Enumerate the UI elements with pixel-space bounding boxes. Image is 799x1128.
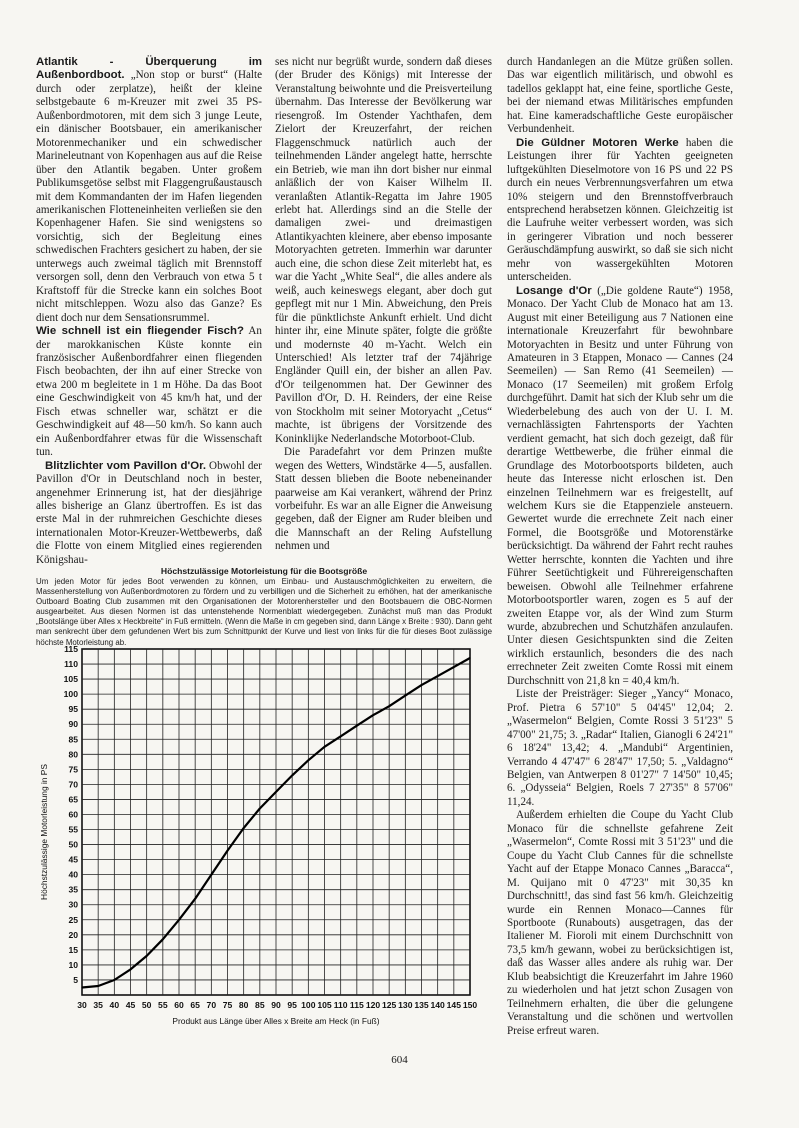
x-tick-label: 145 xyxy=(446,1000,462,1010)
page-number: 604 xyxy=(391,1054,408,1066)
y-tick-label: 15 xyxy=(68,944,78,955)
data-point xyxy=(259,808,260,809)
article-pavillon xyxy=(36,460,262,568)
y-tick-label: 25 xyxy=(68,914,78,925)
x-tick-label: 45 xyxy=(125,1000,136,1010)
heading-pavillon: Blitzlichter vom Pavillon d'Or. xyxy=(45,459,207,472)
data-point xyxy=(195,898,196,899)
data-point xyxy=(162,939,163,940)
text-gueldner: haben die Leistungen ihrer für Yachten geeigneten luftgekühlten Dieselmotore von 16 PS und 22 PS durch ein neues Verbrennungsverfahren um etwa 10% steigern und den Brennstoffverbrauch entsprechend herabsetzen können. Gleichzeitig ist die Laufruhe weiter verbessert worden, was sich in geringerer Vibration und noch besserer Geräuschdämpfung auswirkt, so daß sie sich nicht mehr von wassergekühlten Motoren unterscheiden. xyxy=(507,136,733,284)
figure-title: Höchstzulässige Motorleistung für die Bootsgröße xyxy=(160,566,368,576)
data-point xyxy=(308,760,309,761)
data-point xyxy=(98,985,99,986)
y-tick-label: 95 xyxy=(68,704,78,715)
data-point xyxy=(453,666,454,667)
x-tick-label: 55 xyxy=(158,1000,168,1010)
x-axis-label: Produkt aus Länge über Alles x Breite am Heck (in Fuß) xyxy=(172,1016,380,1026)
x-tick-label: 30 xyxy=(77,1000,87,1010)
y-tick-label: 90 xyxy=(68,719,78,730)
x-tick-label: 110 xyxy=(333,1000,348,1010)
y-tick-label: 105 xyxy=(63,674,78,685)
x-tick-label: 130 xyxy=(398,1000,413,1010)
y-tick-label: 85 xyxy=(68,734,78,745)
text-losange: („Die goldene Raute“) 1958, Monaco. Der Yacht Club de Monaco hat am 13. August mit einer Beteiligung aus 7 Nationen eine internationale Kreuzerfahrt für bewohnbare Motoryachten in Besitz und unter Führung von Amateuren in 3 Etappen, Monaco — Cannes (24 Seemeilen) — San Remo (41 Seemeilen) — Monaco (17 Seemeilen) mit großem Erfolg durchgeführt. Damit hat sich der Klub sehr um die Wiederbelebung des auch von der U. I. M. vernachlässigten Fahrtensports der Yachten verdient gemacht, hat sich doch gezeigt, daß für derartige Wettbewerbe, die früher einmal die Grundlage des Motorbootsports bildeten, auch heute das Interesse nicht erloschen ist. Den einzelnen Teilnehmern war es freigestellt, auf welchem Kurs sie die Etappenziele ansteuern. Gewertet wurde die errechnete Zeit nach einer Formel, die Bootsgröße und Motorenstärke berücksichtigt. Da während der Fahrt recht rauhes Wetter herrschte, konnten die Yachten und ihre Führer Seetüchtigkeit und Führereigenschaften beweisen. Obwohl alle Teilnehmer erfahrene Motorbootsportler waren, zogen es 5 auf der zweiten Etappe vor, als der Wind zum Sturm wurde, abzubrechen und Schutzhäfen anzulaufen. Unter diesen Gesichtspunkten sind die Zeiten wirklich erstaunlich, besonders die des nach errechneter Zeit zweiten Comte Rossi mit einem Durchschnitt von 21,8 kn = 40,4 km/h. xyxy=(507,284,733,687)
y-axis-label: Höchstzulässige Motorleistung in PS xyxy=(39,764,49,900)
heading-fisch: Wie schnell ist ein fliegender Fisch? xyxy=(36,325,244,338)
y-tick-label: 65 xyxy=(68,794,78,805)
y-tick-label: 110 xyxy=(64,659,78,670)
x-tick-label: 65 xyxy=(190,1000,200,1010)
data-point xyxy=(178,919,179,920)
x-tick-label: 35 xyxy=(93,1000,103,1010)
article-fisch xyxy=(36,325,262,460)
y-tick-label: 60 xyxy=(68,809,78,820)
x-tick-label: 120 xyxy=(365,1000,381,1010)
data-point xyxy=(437,675,438,676)
y-tick-label: 30 xyxy=(68,899,78,910)
y-tick-label: 100 xyxy=(63,689,78,700)
x-tick-label: 60 xyxy=(174,1000,184,1010)
motor-power-chart xyxy=(30,645,500,1030)
x-tick-label: 40 xyxy=(109,1000,120,1010)
x-tick-label: 100 xyxy=(301,1000,316,1010)
paragraph-paradefahrt: Die Paradefahrt vor dem Prinzen mußte wegen des Wetters, Windstärke 4—5, ausfallen. Statt dessen blieben die Boote nebeneinander paarweise am Kai verankert, während der Prinz vorbeifuhr. Es war an alle Eigner die Anweisung gegeben, daß der Eigner am Ruder bleiben und die Mannschaft an der Reling Aufstellung nehmen und xyxy=(275,446,492,553)
article-atlantik xyxy=(36,56,262,325)
paragraph-coupe: Außerdem erhielten die Coupe du Yacht Club Monaco für die schnellste gefahrene Zeit „Wasermelon“, Comte Rossi mit 3 51'23" und die Coupe du Yacht Club Cannes für die schnellste Yacht auf der Etappe Monaco Cannes „Baracca“, M. Quijano mit 0 47'23" mit 30,35 kn Durchschnitt!, das sind fast 56 km/h. Gleichzeitig wurde ein Rennen Monaco—Cannes für Sportboote (Runabouts) ausgetragen, das der Italiener M. Fioroli mit einem Durchschnitt von 73,5 km/h gewann, wobei zu berücksichtigen ist, daß das Wasser alles andere als ruhig war. Der Klub beabsichtigt die Kreuzerfahrt im Jahre 1960 zu wiederholen und hat jetzt schon Zusagen von Teilnehmern erhalten, die über die gelungene Veranstaltung und die schönen und wertvollen Preise erfreut waren. xyxy=(507,809,733,1037)
paragraph-pavillon-cont: ses nicht nur begrüßt wurde, sondern daß dieses (der Bruder des Königs) mit Interesse der Veranstaltung beiwohnte und die Preisverteilung übernahm. Das Interesse der Bevölkerung war riesengroß. Im Ostender Yachthafen, dem Zielort der Kreuzerfahrt, der reichen Flaggenschmuck natürlich auch der teilnehmenden Länder angelegt hatte, herrschte ein Betrieb, wie man ihn dort bisher nur einmal anläßlich der von Kaiser Wilhelm II. veranlaßten Atlantik-Regatta im Jahre 1905 erlebt hat. Allerdings sind an die Stelle der damaligen zwei- und dreimastigen Atlantikyachten kleinere, aber ebenso imposante Motoryachten getreten. Immerhin war darunter auch eine, die schon diese Zeit miterlebt hat, es war die Yacht „White Seal“, die alles andere als weiß, auch keineswegs elegant, aber doch gut gepflegt mit nur 1 Min. Abweichung, den Preis für die pünktlichste Ankunft erhielt. Und dicht hinter ihr, eine Minute später, folgte die größte und modernste 40 m-Yacht. Welch ein Unterschied! Als letzter traf der 74jährige Engländer Quill ein, der bisher an allen Pav. d'Or teilgenommen hat. Der Gewinner des Pavillon d'Or, D. H. Reinders, der eine Reise von Stockholm mit seiner Motoryacht „Cetus“ machte, ist übrigens der Vorsitzende des Koninklijke Nederlandsche Motorboot-Club. xyxy=(275,56,492,445)
text-pavillon: Obwohl der Pavillon d'Or in Deutschland noch in bester, angenehmer Erinnerung ist, hat der diesjährige alles bisherige an Glanz übertroffen. Es ist das erste Mal in der ruhmreichen Geschichte dieses internationalen Motor-Kreuzer-Wettbewerbs, daß die Flotte von einem Mitglied eines regierenden Königshau- xyxy=(36,459,262,566)
column-1 xyxy=(36,56,262,567)
data-point xyxy=(469,657,470,658)
x-tick-label: 95 xyxy=(287,1000,297,1010)
text-atlantik: „Non stop or burst“ (Halte durch oder zerplatze), heißt der kleine selbstgebaute 6 m-Kreuzer mit zwei 35 PS-Außenbordmotoren, mit dem sich 3 junge Leute, ein dänischer Bootsbauer, ein amerikanischer Motorenmechaniker und ein schwedischer Marineleutnant von Kopenhagen aus auf die Reise über den Atlantik begaben. Unter großem Publikumsgetöse selbst mit Flaggengrußaustausch mit dem Kommandanten der im Hafen liegenden amerikanischen Flotteneinheiten verließen sie den Kopenhagener Hafen. Sie sind wenigstens so vorsichtig, sich der Begleitung eines schwedischen Frachters gesichert zu haben, der sie unterwegs auch zweimal täglich mit Brennstoff versorgen soll, denn den Verbrauch von etwa 5 t Kraftstoff für die Strecke kann ein solches Boot nicht mitschleppen. Wozu also das Ganze? Es dient doch nur dem Sensationsrummel. xyxy=(36,69,262,324)
data-point xyxy=(211,874,212,875)
paragraph-gruss: durch Handanlegen an die Mütze grüßen sollen. Das war eigentlich militärisch, und obwohl es tadellos geklappt hat, eine feine, sportliche Geste, bei der niemand etwas Militärisches empfunden hat. Eine kameradschaftliche Geste europäischer Verbundenheit. xyxy=(507,56,733,136)
y-tick-label: 50 xyxy=(68,839,78,850)
data-point xyxy=(81,987,82,988)
x-tick-label: 125 xyxy=(381,1000,397,1010)
paragraph-preistraeger: Liste der Preisträger: Sieger „Yancy“ Monaco, Prof. Pietra 6 57'10" 5 04'45" 12,04; 2. „Wasermelon“ Belgien, Comte Rossi 3 51'23" 5 47'00" 21,75; 3. „Radar“ Italien, Gianogli 6 24'21" 6 18'24" 13,42; 4. „Mandubi“ Argentinien, Verrando 4 47'47" 6 28'47" 17,50; 5. „Valdagno“ Belgien, van Antwerpen 8 01'27" 7 14'50" 10,45; 6. „Odysseia“ Belgien, Roels 7 27'35" 8 57'06" 11,24. xyxy=(507,688,733,808)
x-tick-label: 80 xyxy=(238,1000,249,1010)
x-tick-label: 150 xyxy=(462,1000,478,1010)
data-point xyxy=(421,685,422,686)
figure-caption: Um jeden Motor für jedes Boot verwenden zu können, um Einbau- und Austauschmöglichkeiten zu erweitern, die Massenherstellung von Außenbordmotoren zu fördern und zu verbilligen und die Sicherheit zu erhöhen, hat der amerikanische Outboard Boating Club zusammen mit den Organisationen der Motorenhersteller und den Bootsbauern die OBC-Normen ausgearbeitet. Aus diesen Normen ist das untenstehende Normenblatt wiedergegeben. Zunächst muß man das Produkt „Bootslänge über Alles x Heckbreite“ in Fuß ermitteln. (Wenn die Maße in cm gegeben sind, dann Länge x Breite : 930). Dann geht man senkrecht über dem gefundenen Wert bis zum Schnittpunkt der Kurve und liest von links für die für dieses Boot zulässige höchste Motorleistung ab. xyxy=(36,577,493,647)
data-point xyxy=(114,979,115,980)
article-losange xyxy=(507,285,733,689)
data-point xyxy=(227,850,228,851)
x-tick-label: 50 xyxy=(141,1000,152,1010)
x-tick-label: 75 xyxy=(222,1000,233,1010)
data-point xyxy=(356,725,357,726)
heading-gueldner: Die Güldner Motoren Werke xyxy=(516,136,679,149)
y-tick-label: 75 xyxy=(68,764,78,775)
y-tick-label: 5 xyxy=(73,974,78,985)
data-point xyxy=(405,695,406,696)
article-gueldner xyxy=(507,137,733,285)
y-tick-label: 80 xyxy=(68,749,78,760)
y-tick-label: 45 xyxy=(68,854,78,865)
data-point xyxy=(275,791,276,792)
heading-atlantik: Atlantik - Überquerung im Außenbordboot. xyxy=(36,56,262,82)
data-point xyxy=(146,955,147,956)
chart-svg xyxy=(30,645,500,1030)
y-tick-label: 10 xyxy=(68,959,78,970)
data-point xyxy=(292,775,293,776)
y-tick-label: 35 xyxy=(68,884,78,895)
data-point xyxy=(130,969,131,970)
data-point xyxy=(340,736,341,737)
y-tick-label: 20 xyxy=(68,929,78,940)
y-tick-label: 115 xyxy=(64,645,78,654)
heading-losange: Losange d'Or xyxy=(516,284,592,297)
data-point xyxy=(324,746,325,747)
column-2 xyxy=(275,56,492,554)
y-tick-label: 40 xyxy=(68,869,78,880)
x-tick-label: 105 xyxy=(317,1000,332,1010)
text-fisch: An der marokkanischen Küste konnte ein französischer Außenbordfahrer einen fliegenden Fisch beobachten, der ihn auf einer Strecke von etwa 200 m begleitete in 1 m Höhe. Da das Boot eine Geschwindigkeit von 45 km/h hat, und der Fisch etwas schneller war, schätzt er die Geschwindigkeit auf 48—50 km/h. So kann auch ein Außenbordfahrer etwas für die Wissenschaft tun. xyxy=(36,325,262,459)
x-tick-label: 135 xyxy=(414,1000,429,1010)
x-tick-label: 140 xyxy=(430,1000,445,1010)
x-tick-label: 85 xyxy=(255,1000,265,1010)
column-3 xyxy=(507,56,733,1038)
x-tick-label: 70 xyxy=(206,1000,217,1010)
x-tick-label: 90 xyxy=(271,1000,281,1010)
data-point xyxy=(372,715,373,716)
data-point xyxy=(243,827,244,828)
x-tick-label: 115 xyxy=(349,1000,364,1010)
data-point xyxy=(389,706,390,707)
y-tick-label: 70 xyxy=(68,779,78,790)
y-tick-label: 55 xyxy=(68,824,78,835)
